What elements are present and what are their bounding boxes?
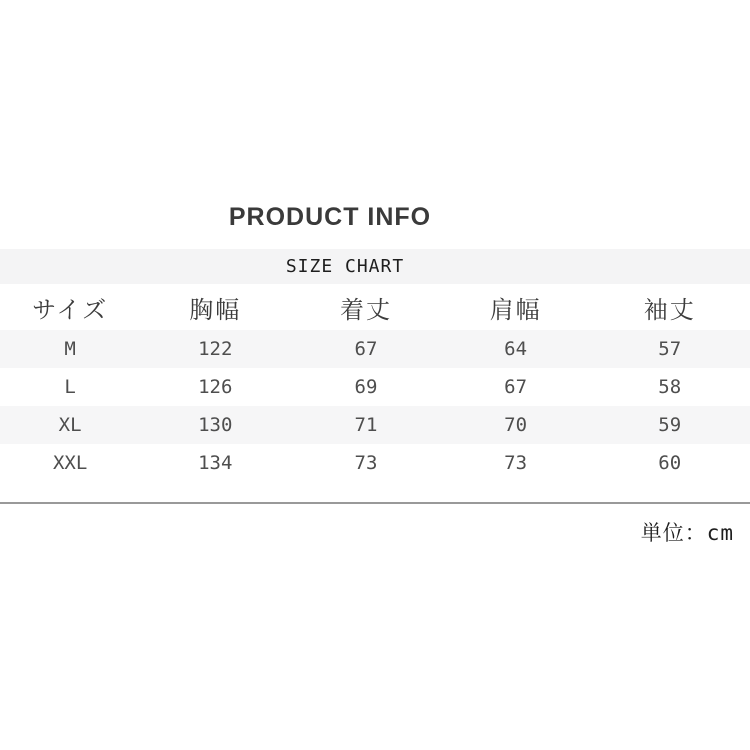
table-row-xl: [0, 406, 750, 444]
table-row-xxl: [0, 444, 750, 482]
size-cell: XL: [58, 414, 82, 436]
table-row-m: [0, 330, 750, 368]
column-header-sleeve-length: 袖丈: [643, 295, 696, 324]
column-header-size: サイズ: [32, 295, 109, 324]
measurement-cell: 67: [504, 376, 528, 398]
divider-line: [0, 502, 750, 504]
measurement-cell: 130: [198, 414, 233, 436]
size-chart-banner-label: SIZE CHART: [285, 256, 405, 277]
measurement-cell: 60: [658, 452, 682, 474]
size-chart-banner: [0, 249, 750, 284]
table-row-l: [0, 368, 750, 406]
column-header-body-length: 着丈: [339, 295, 392, 324]
measurement-cell: 67: [354, 338, 378, 360]
measurement-cell: 73: [504, 452, 528, 474]
measurement-cell: 71: [354, 414, 378, 436]
unit-label: 単位：cm: [640, 521, 734, 545]
size-cell: L: [64, 376, 76, 398]
column-header-shoulder-width: 肩幅: [489, 295, 542, 324]
measurement-cell: 58: [658, 376, 682, 398]
measurement-cell: 73: [354, 452, 378, 474]
size-cell: M: [64, 338, 76, 360]
measurement-cell: 122: [198, 338, 233, 360]
measurement-cell: 134: [198, 452, 233, 474]
measurement-cell: 57: [658, 338, 682, 360]
page-title: PRODUCT INFO: [228, 203, 432, 231]
column-header-chest-width: 胸幅: [189, 295, 242, 324]
measurement-cell: 59: [658, 414, 682, 436]
size-chart-table: [0, 284, 750, 482]
size-cell: XXL: [52, 452, 88, 474]
table-header-row: [0, 284, 750, 330]
measurement-cell: 64: [504, 338, 528, 360]
measurement-cell: 126: [198, 376, 233, 398]
measurement-cell: 70: [504, 414, 528, 436]
measurement-cell: 69: [354, 376, 378, 398]
